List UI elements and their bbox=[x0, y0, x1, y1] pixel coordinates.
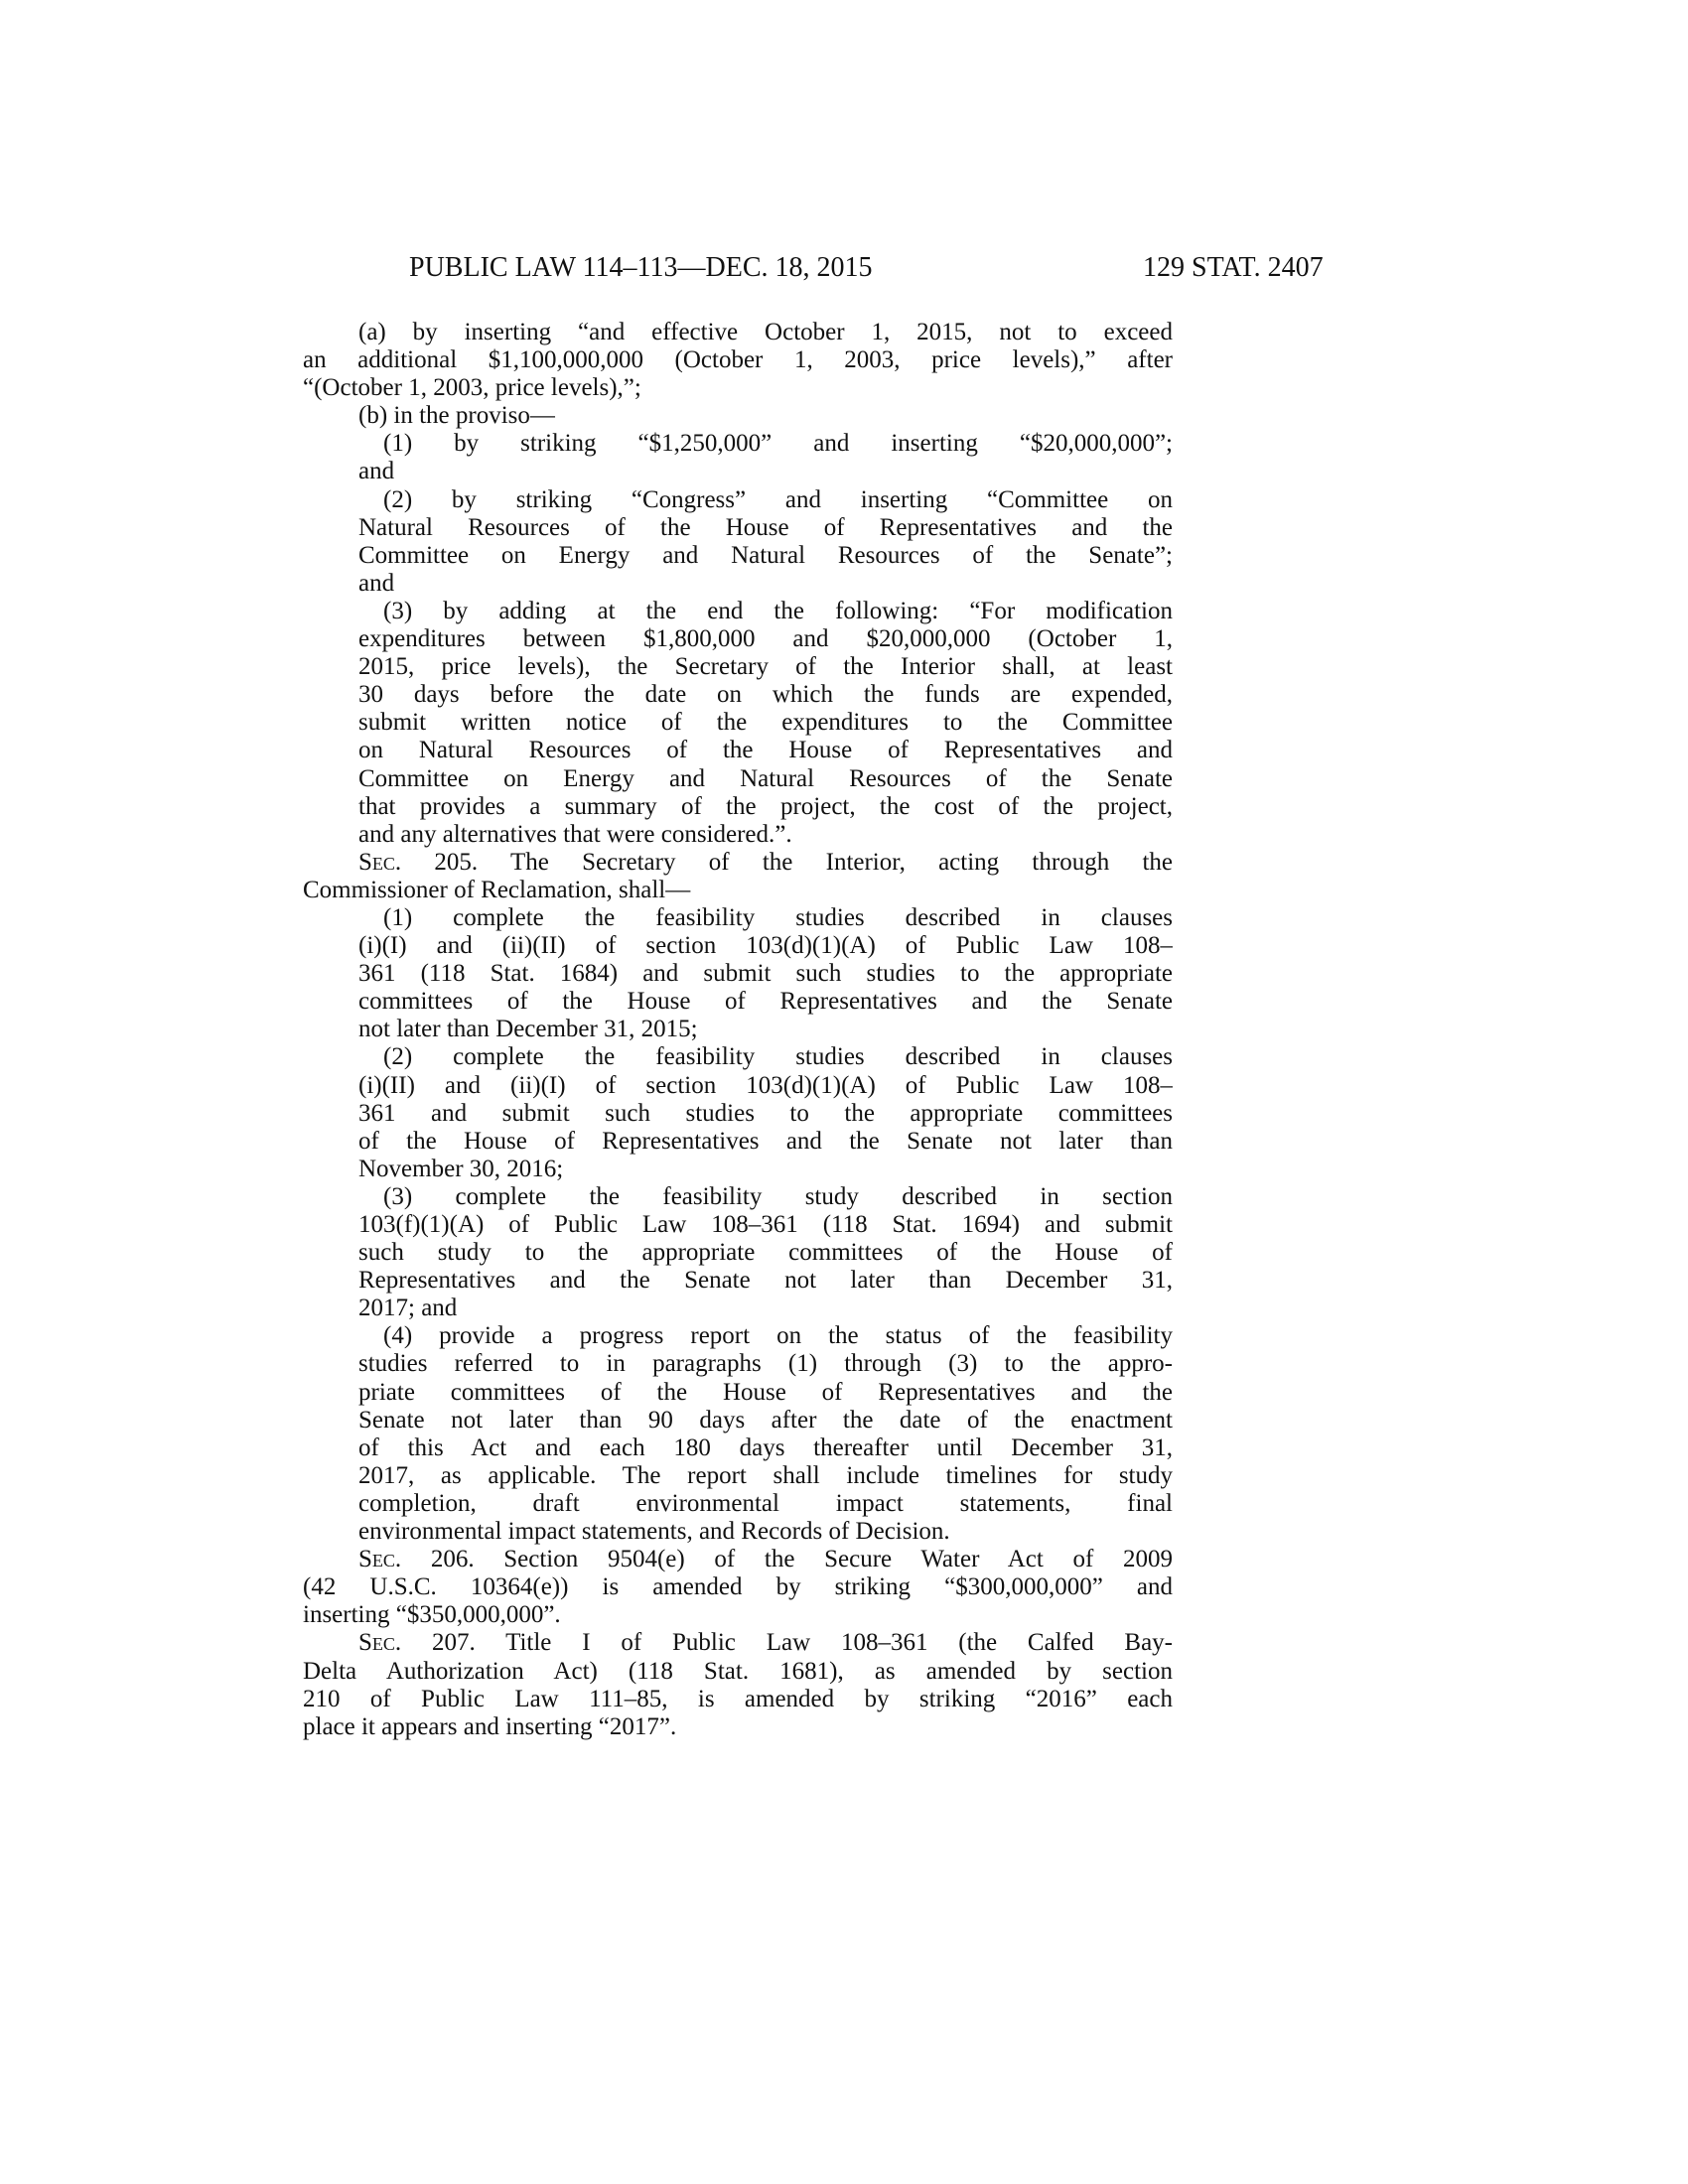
text-line bbox=[358, 458, 1173, 485]
text-line bbox=[303, 1573, 1173, 1601]
line-text: (i)(II) and (ii)(I) of section 103(d)(1)(A) of Public Law 108– bbox=[358, 1071, 1173, 1099]
line-text: Commissioner of Reclamation, shall— bbox=[303, 876, 691, 903]
text-line bbox=[383, 1043, 1173, 1071]
line-text: (42 U.S.C. 10364(e)) is amended by striking “$300,000,000” and bbox=[303, 1573, 1173, 1601]
line-text: (1) complete the feasibility studies described in clauses bbox=[383, 903, 1173, 931]
text-line bbox=[358, 1128, 1173, 1156]
text-line bbox=[383, 430, 1173, 458]
section-label: Sec. bbox=[358, 848, 402, 876]
text-line bbox=[303, 1601, 1173, 1629]
text-line bbox=[303, 877, 1173, 904]
line-text: submit written notice of the expenditures to the Committee bbox=[358, 709, 1173, 737]
text-line bbox=[358, 1518, 1173, 1546]
text-line bbox=[358, 319, 1173, 346]
text-line bbox=[358, 709, 1173, 737]
text-line bbox=[358, 1295, 1173, 1322]
text-line bbox=[358, 932, 1173, 960]
running-header-title: PUBLIC LAW 114–113—DEC. 18, 2015 bbox=[409, 252, 873, 283]
text-line bbox=[358, 1156, 1173, 1183]
line-text: that provides a summary of the project, the cost of the project, bbox=[358, 792, 1173, 820]
line-text: of this Act and each 180 days thereafter until December 31, bbox=[358, 1433, 1173, 1461]
text-line bbox=[358, 1100, 1173, 1128]
line-text: committees of the House of Representatives and the Senate bbox=[358, 988, 1173, 1016]
line-text: (3) complete the feasibility study described in section bbox=[383, 1182, 1173, 1210]
section-label: Sec. bbox=[358, 1629, 402, 1657]
line-text: expenditures between $1,800,000 and $20,000,000 (October 1, bbox=[358, 625, 1173, 653]
line-text: Representatives and the Senate not later than December 31, bbox=[358, 1267, 1173, 1295]
text-line bbox=[358, 1546, 1173, 1573]
text-line bbox=[358, 765, 1173, 793]
text-line bbox=[358, 737, 1173, 764]
line-text: completion, draft environmental impact statements, final bbox=[358, 1489, 1173, 1517]
page-number: 129 STAT. 2407 bbox=[1143, 252, 1324, 283]
line-text: 210 of Public Law 111–85, is amended by striking “2016” each bbox=[303, 1685, 1173, 1712]
line-text: not later than December 31, 2015; bbox=[358, 1016, 698, 1043]
line-text: Committee on Energy and Natural Resources of the Senate bbox=[358, 764, 1173, 792]
line-text: Delta Authorization Act) (118 Stat. 1681), as amended by section bbox=[303, 1657, 1173, 1685]
line-text: 103(f)(1)(A) of Public Law 108–361 (118 Stat. 1694) and submit bbox=[358, 1211, 1173, 1238]
line-text: 2017; and bbox=[358, 1295, 458, 1322]
line-text: 2017, as applicable. The report shall include timelines for study bbox=[358, 1461, 1173, 1489]
text-line bbox=[358, 1490, 1173, 1518]
text-line bbox=[303, 374, 1173, 402]
line-text: 205. The Secretary of the Interior, acting through the bbox=[401, 848, 1173, 876]
line-text: 2015, price levels), the Secretary of the Interior shall, at least bbox=[358, 653, 1173, 681]
line-text: studies referred to in paragraphs (1) through (3) to the appro- bbox=[358, 1350, 1173, 1378]
text-line bbox=[358, 570, 1173, 598]
line-text: environmental impact statements, and Records of Decision. bbox=[358, 1518, 950, 1546]
text-line bbox=[358, 1462, 1173, 1490]
text-line bbox=[358, 1379, 1173, 1407]
line-text: of the House of Representatives and the Senate not later than bbox=[358, 1127, 1173, 1155]
text-line bbox=[358, 1350, 1173, 1378]
text-line bbox=[358, 1016, 1173, 1043]
line-text: (i)(I) and (ii)(II) of section 103(d)(1)(A) of Public Law 108– bbox=[358, 932, 1173, 960]
line-text: such study to the appropriate committees of the House of bbox=[358, 1239, 1173, 1267]
line-text: priate committees of the House of Representatives and the bbox=[358, 1378, 1173, 1406]
text-line bbox=[358, 1239, 1173, 1267]
text-line bbox=[303, 346, 1173, 374]
line-text: (b) in the proviso— bbox=[358, 402, 555, 430]
text-line bbox=[383, 486, 1173, 514]
line-text: Natural Resources of the House of Representatives and the bbox=[358, 513, 1173, 541]
line-text: Committee on Energy and Natural Resources of the Senate”; bbox=[358, 541, 1173, 569]
text-line bbox=[383, 1322, 1173, 1350]
line-text: 361 (118 Stat. 1684) and submit such studies to the appropriate bbox=[358, 960, 1173, 988]
line-text: (a) by inserting “and effective October 1, 2015, not to exceed bbox=[358, 319, 1173, 345]
text-line bbox=[383, 904, 1173, 932]
section-label: Sec. bbox=[358, 1546, 402, 1573]
line-text: inserting “$350,000,000”. bbox=[303, 1601, 561, 1629]
line-text: (3) by adding at the end the following: “For modification bbox=[383, 597, 1173, 624]
text-line bbox=[358, 402, 1173, 430]
text-line bbox=[383, 1183, 1173, 1211]
line-text: and bbox=[358, 458, 395, 485]
line-text: November 30, 2016; bbox=[358, 1155, 564, 1182]
text-line bbox=[358, 542, 1173, 570]
text-line bbox=[383, 598, 1173, 625]
text-line bbox=[358, 681, 1173, 709]
text-line bbox=[358, 821, 1173, 849]
text-line bbox=[358, 1434, 1173, 1462]
text-line bbox=[358, 1267, 1173, 1295]
line-text: 361 and submit such studies to the appropriate committees bbox=[358, 1099, 1173, 1127]
line-text: 207. Title I of Public Law 108–361 (the Calfed Bay- bbox=[401, 1629, 1173, 1657]
line-text: 206. Section 9504(e) of the Secure Water Act of 2009 bbox=[401, 1546, 1173, 1573]
text-line bbox=[358, 1211, 1173, 1239]
document-body bbox=[303, 319, 1173, 1741]
text-line bbox=[303, 1713, 1173, 1741]
text-line bbox=[358, 849, 1173, 877]
line-text: on Natural Resources of the House of Representatives and bbox=[358, 737, 1173, 764]
text-line bbox=[303, 1658, 1173, 1686]
line-text: and any alternatives that were considered.”. bbox=[358, 820, 792, 848]
text-line bbox=[358, 1629, 1173, 1657]
text-line bbox=[358, 988, 1173, 1016]
line-text: an additional $1,100,000,000 (October 1, 2003, price levels),” after bbox=[303, 346, 1173, 374]
line-text: “(October 1, 2003, price levels),”; bbox=[303, 374, 641, 402]
line-text: (2) complete the feasibility studies described in clauses bbox=[383, 1043, 1173, 1071]
line-text: 30 days before the date on which the funds are expended, bbox=[358, 681, 1173, 709]
line-text: Senate not later than 90 days after the date of the enactment bbox=[358, 1406, 1173, 1433]
text-line bbox=[358, 793, 1173, 821]
text-line bbox=[358, 514, 1173, 542]
text-line bbox=[358, 960, 1173, 988]
text-line bbox=[358, 1407, 1173, 1434]
line-text: and bbox=[358, 569, 395, 597]
text-line bbox=[358, 625, 1173, 653]
text-line bbox=[358, 1072, 1173, 1100]
line-text: (2) by striking “Congress” and inserting “Committee on bbox=[383, 485, 1173, 513]
line-text: (4) provide a progress report on the status of the feasibility bbox=[383, 1322, 1173, 1350]
line-text: place it appears and inserting “2017”. bbox=[303, 1712, 677, 1740]
text-line bbox=[358, 653, 1173, 681]
line-text: (1) by striking “$1,250,000” and inserting “$20,000,000”; bbox=[383, 430, 1173, 458]
text-line bbox=[303, 1686, 1173, 1713]
